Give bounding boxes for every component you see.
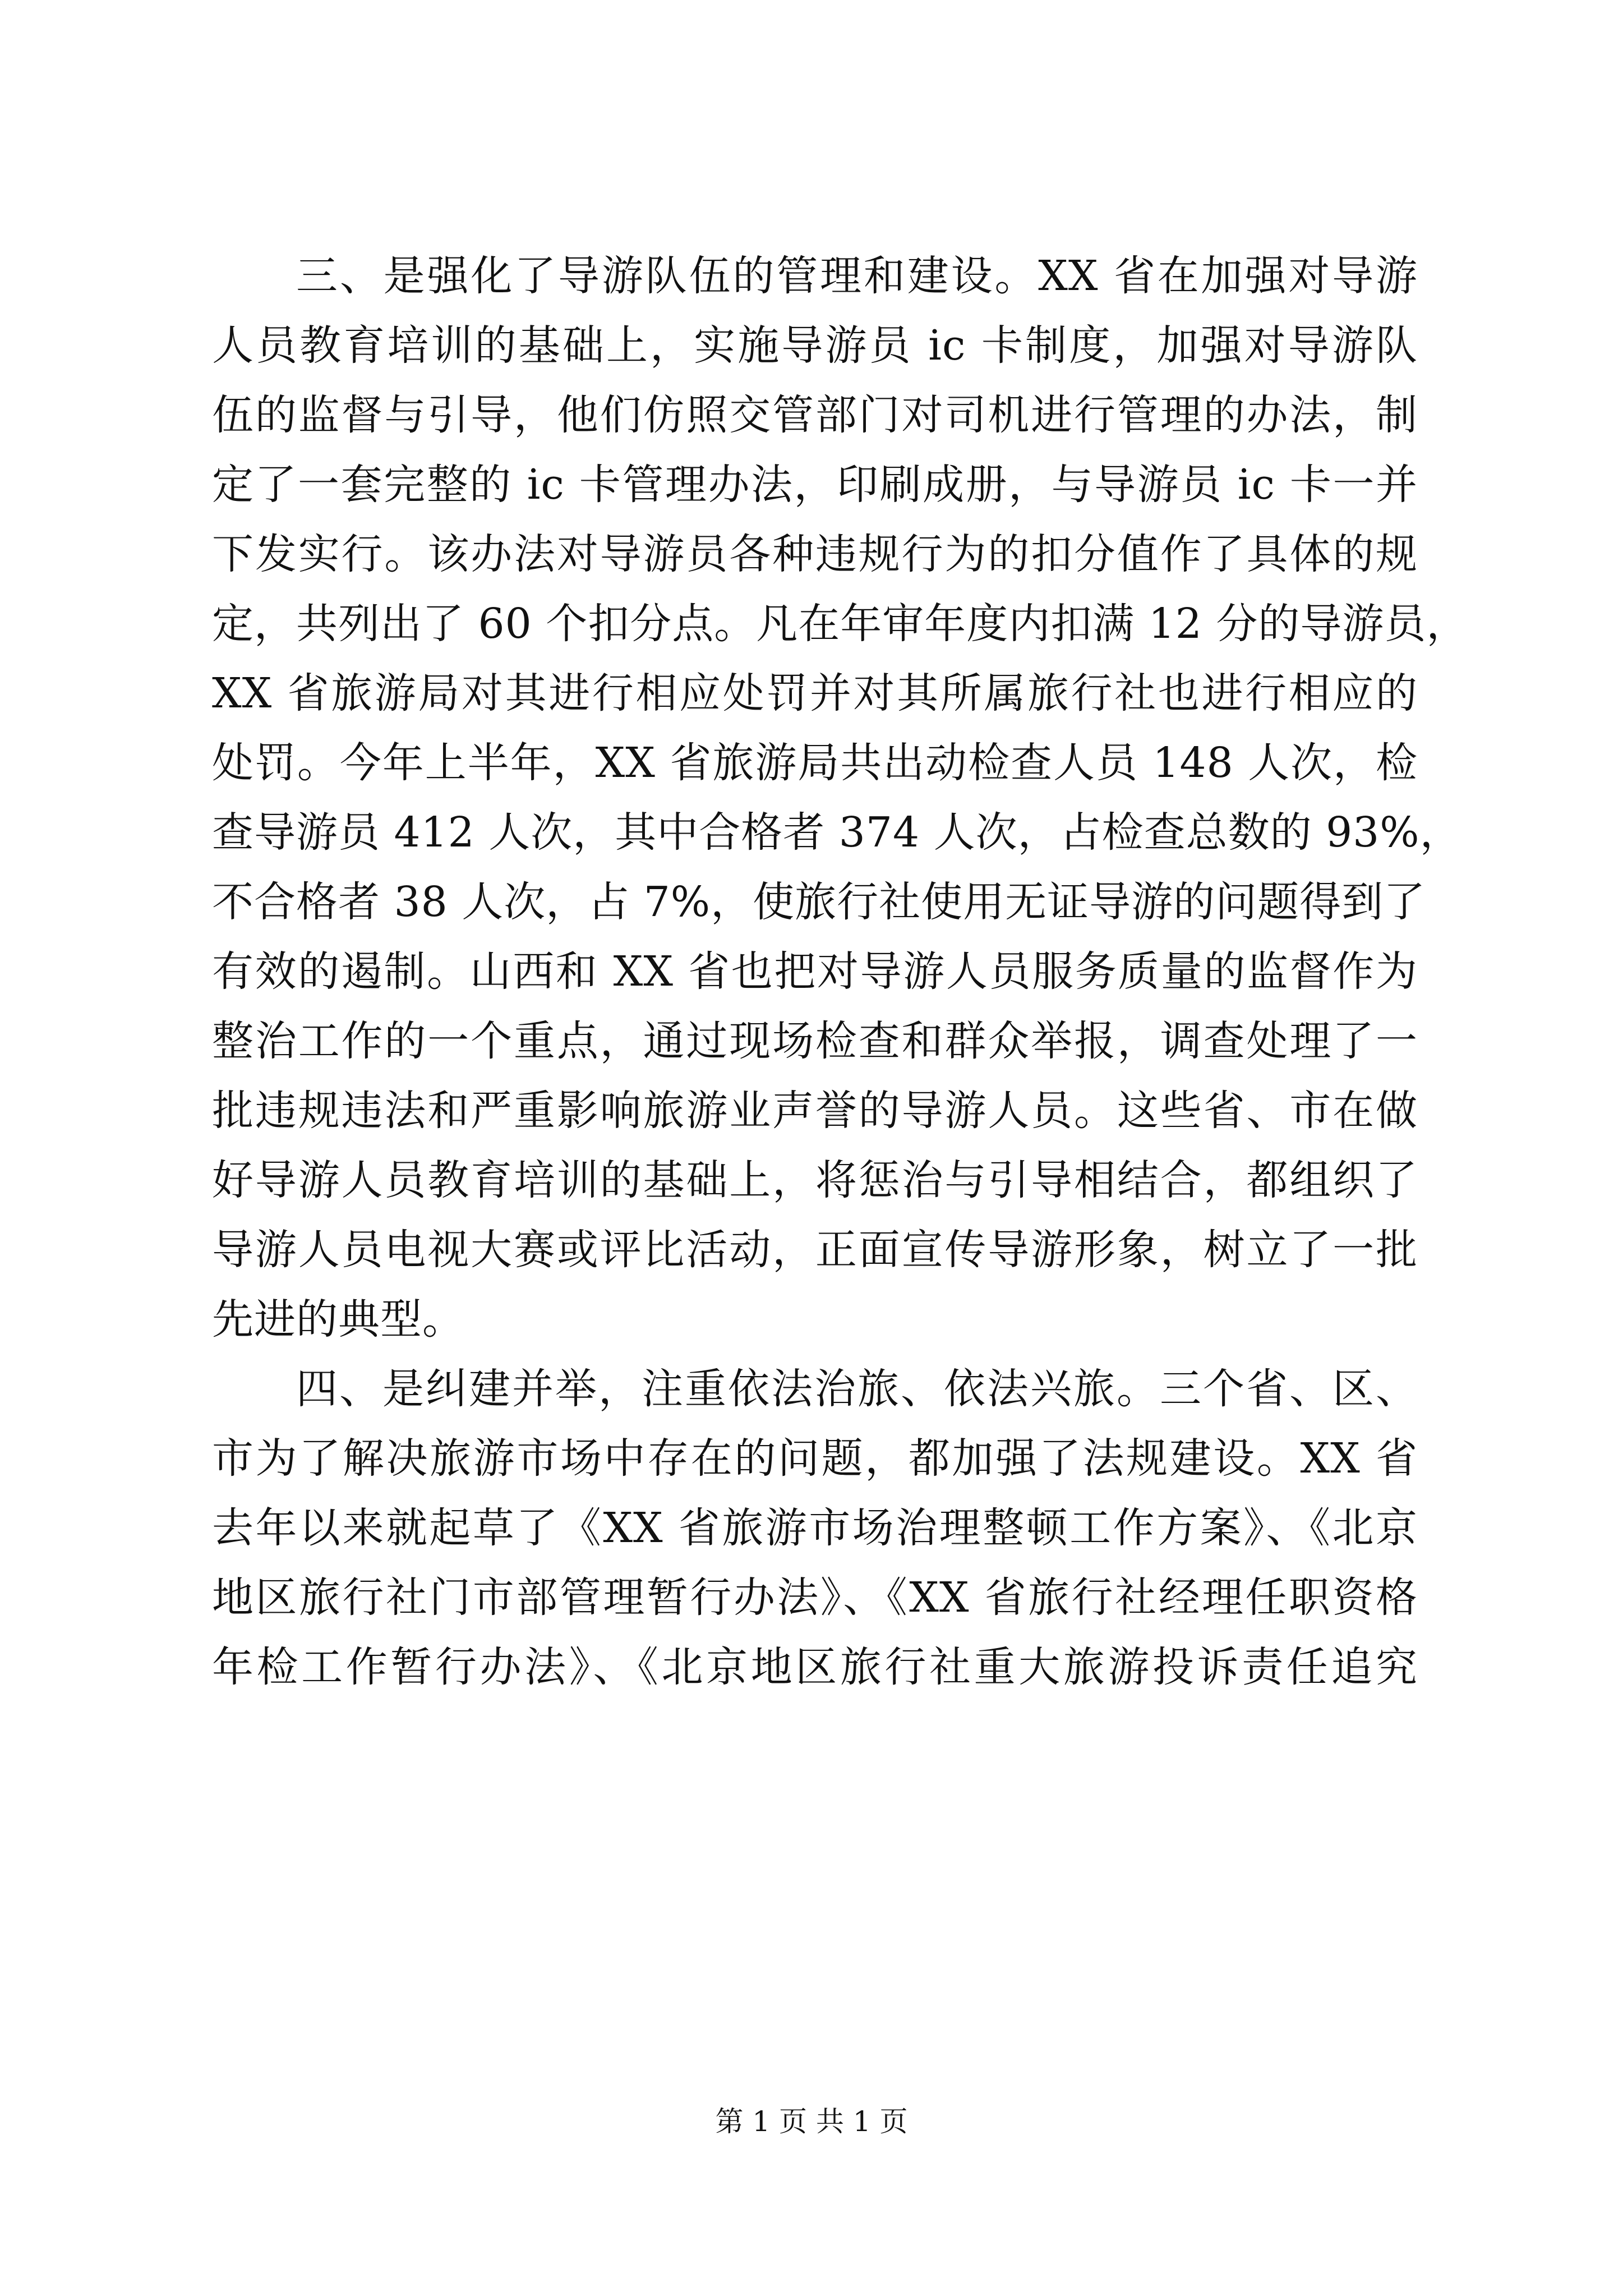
text-line: 处罚。今年上半年，XX 省旅游局共出动检查人员 148 人次，检	[212, 739, 1418, 787]
text-line: 定，共列出了 60 个扣分点。凡在年审年度内扣满 12 分的导游员，	[212, 600, 1469, 648]
text-line: 有效的遏制。山西和 XX 省也把对导游人员服务质量的监督作为	[212, 947, 1418, 996]
text-line: 导游人员电视大赛或评比活动，正面宣传导游形象，树立了一批	[212, 1226, 1418, 1274]
text-line: 不合格者 38 人次，占 7%，使旅行社使用无证导游的问题得到了	[212, 878, 1426, 926]
text-line: 好导游人员教育培训的基础上，将惩治与引导相结合，都组织了	[212, 1156, 1418, 1204]
text-line: 年检工作暂行办法》、《北京地区旅行社重大旅游投诉责任追究	[212, 1643, 1418, 1691]
text-line: 批违规违法和严重影响旅游业声誉的导游人员。这些省、市在做	[212, 1087, 1418, 1135]
text-line: 四、是纠建并举，注重依法治旅、依法兴旅。三个省、区、	[296, 1365, 1418, 1413]
text-line: 整治工作的一个重点，通过现场检查和群众举报，调查处理了一	[212, 1017, 1418, 1065]
paragraph-3	[212, 241, 1469, 1354]
text-line: 人员教育培训的基础上，实施导游员 ic 卡制度，加强对导游队	[212, 321, 1418, 370]
paragraph-4	[212, 1354, 1418, 1702]
text-line: XX 省旅游局对其进行相应处罚并对其所属旅行社也进行相应的	[212, 669, 1418, 717]
document-body	[212, 241, 1469, 1702]
text-line: 查导游员 412 人次，其中合格者 374 人次，占检查总数的 93%，	[212, 808, 1462, 857]
text-line: 地区旅行社门市部管理暂行办法》、《XX 省旅行社经理任职资格	[212, 1573, 1418, 1622]
page-number-footer: 第 1 页 共 1 页	[715, 2105, 908, 2138]
text-line: 市为了解决旅游市场中存在的问题，都加强了法规建设。XX 省	[212, 1434, 1418, 1483]
text-line: 下发实行。该办法对导游员各种违规行为的扣分值作了具体的规	[212, 530, 1418, 578]
text-line: 去年以来就起草了《XX 省旅游市场治理整顿工作方案》、《北京	[212, 1504, 1418, 1552]
text-line: 定了一套完整的 ic 卡管理办法，印刷成册，与导游员 ic 卡一并	[212, 461, 1418, 509]
text-line: 三、是强化了导游队伍的管理和建设。XX 省在加强对导游	[296, 252, 1418, 300]
text-line: 先进的典型。	[212, 1295, 464, 1343]
text-line: 伍的监督与引导，他们仿照交管部门对司机进行管理的办法，制	[212, 391, 1418, 439]
